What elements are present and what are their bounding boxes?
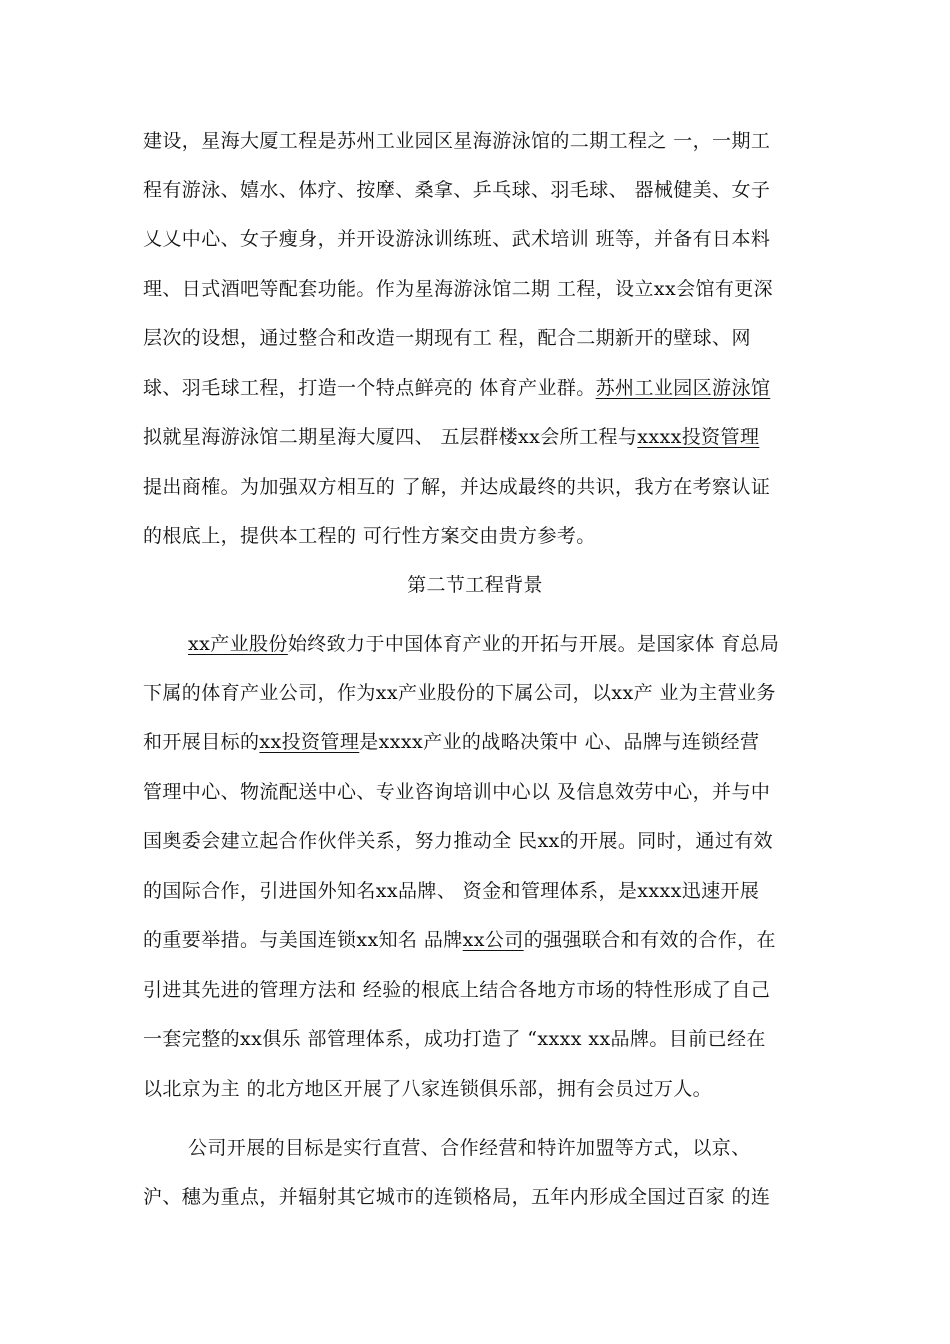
paragraph-1-line-8: 提出商榷。为加强双方相互的 了解，并达成最终的共识，我方在考察认证: [143, 476, 771, 498]
section-heading: 第二节工程背景: [407, 574, 543, 596]
paragraph-2-line-3: 和开展目标的xx投资管理是xxxx产业的战略决策中 心、品牌与连锁经营: [143, 731, 760, 753]
link-xxxx-investment[interactable]: xxxx投资管理: [637, 426, 760, 448]
paragraph-2-line-4: 管理中心、物流配送中心、专业咨询培训中心以 及信息效劳中心，并与中: [143, 781, 771, 803]
paragraph-2-line-2: 下属的体育产业公司，作为xx产业股份的下属公司，以xx产 业为主营业务: [143, 682, 776, 704]
paragraph-3-line-2: 沪、穗为重点，并辐射其它城市的连锁格局，五年内形成全国过百家 的连: [143, 1186, 771, 1208]
paragraph-3-line-1: 公司开展的目标是实行直营、合作经营和特许加盟等方式，以京、: [188, 1137, 751, 1159]
paragraph-2-line-1: xx产业股份始终致力于中国体育产业的开拓与开展。是国家体 育总局: [188, 633, 780, 655]
paragraph-2-line-5: 国奥委会建立起合作伙伴关系，努力推动全 民xx的开展。同时，通过有效: [143, 830, 774, 852]
paragraph-1-line-2: 程有游泳、嬉水、体疗、按摩、桑拿、乒乓球、羽毛球、 器械健美、女子: [143, 179, 771, 201]
link-xx-company[interactable]: xx公司: [462, 929, 524, 951]
paragraph-1-line-6: 球、羽毛球工程，打造一个特点鲜亮的 体育产业群。苏州工业园区游泳馆: [143, 377, 771, 399]
link-xx-investment[interactable]: xx投资管理: [259, 731, 360, 753]
paragraph-2-line-9: 一套完整的xx俱乐 部管理体系，成功打造了 “xxxx xx品牌。目前已经在: [143, 1028, 766, 1050]
paragraph-1-line-9: 的根底上，提供本工程的 可行性方案交由贵方参考。: [143, 525, 596, 547]
paragraph-2-line-6: 的国际合作，引进国外知名xx品牌、 资金和管理体系，是xxxx迅速开展: [143, 880, 760, 902]
paragraph-1-line-3: 乂乂中心、女子瘦身，并开设游泳训练班、武术培训 班等，并备有日本料: [143, 228, 771, 250]
paragraph-2-line-8: 引进其先进的管理方法和 经验的根底上结合各地方市场的特性形成了自己: [143, 979, 771, 1001]
paragraph-1-line-1: 建设，星海大厦工程是苏州工业园区星海游泳馆的二期工程之 一，一期工: [143, 130, 771, 152]
paragraph-2-line-10: 以北京为主 的北方地区开展了八家连锁俱乐部，拥有会员过万人。: [143, 1078, 713, 1100]
paragraph-1-line-5: 层次的设想，通过整合和改造一期现有工 程，配合二期新开的壁球、网: [143, 327, 751, 349]
paragraph-2-line-7: 的重要举措。与美国连锁xx知名 品牌xx公司的强强联合和有效的合作，在: [143, 929, 776, 951]
link-suzhou-swimming-hall[interactable]: 苏州工业园区游泳馆: [595, 377, 771, 399]
paragraph-1-line-4: 理、日式酒吧等配套功能。作为星海游泳馆二期 工程，设立xx会馆有更深: [143, 278, 774, 300]
link-xx-industry-shares[interactable]: xx产业股份: [188, 633, 288, 655]
paragraph-1-line-7: 拟就星海游泳馆二期星海大厦四、 五层群楼xx会所工程与xxxx投资管理: [143, 426, 760, 448]
